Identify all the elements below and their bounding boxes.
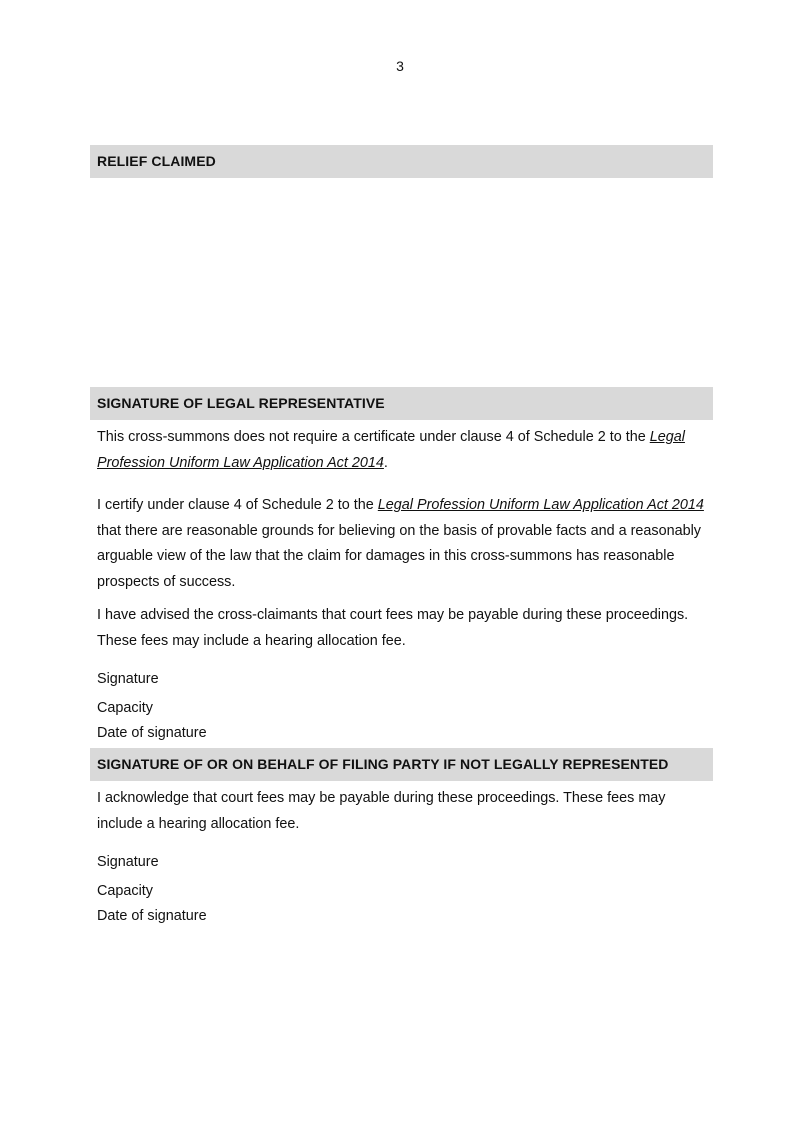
act-reference: Legal Profession Uniform Law Application Act 2014 [97,429,685,471]
legal-representative-heading: SIGNATURE OF LEGAL REPRESENTATIVE [90,387,713,420]
filing-party-signature-label: Signature [97,854,159,870]
court-fees-advice-paragraph: I have advised the cross-claimants that court fees may be payable during these proceedings. These fees may include a hearing allocation fee. [97,607,689,649]
court-fees-acknowledgement-paragraph: I acknowledge that court fees may be payable during these proceedings. These fees may include a hearing allocation fee. [97,790,666,832]
signature-label: Signature [97,671,159,687]
page-number: 3 [396,58,404,74]
filing-party-heading: SIGNATURE OF OR ON BEHALF OF FILING PARTY IF NOT LEGALLY REPRESENTED [90,748,713,781]
filing-party-capacity-label: Capacity [97,883,153,899]
no-certificate-paragraph [97,425,709,476]
no-certificate-end: . [383,454,388,471]
no-certificate-text: This cross-summons does not require a certificate under clause 4 of Schedule 2 to the [97,429,650,445]
certification-text-start: I certify under clause 4 of Schedule 2 to the [97,497,378,513]
capacity-label: Capacity [97,700,153,716]
date-of-signature-label: Date of signature [97,725,207,741]
act-reference: Legal Profession Uniform Law Application Act 2014 [377,497,704,513]
relief-claimed-heading: RELIEF CLAIMED [90,145,713,178]
certification-paragraph [97,493,709,595]
filing-party-date-of-signature-label: Date of signature [97,908,207,924]
certification-text-end: that there are reasonable grounds for believing on the basis of provable facts and a reasonably arguable view of the law that the claim for damages in this cross-summons has reasonable prospects of success. [97,522,701,590]
